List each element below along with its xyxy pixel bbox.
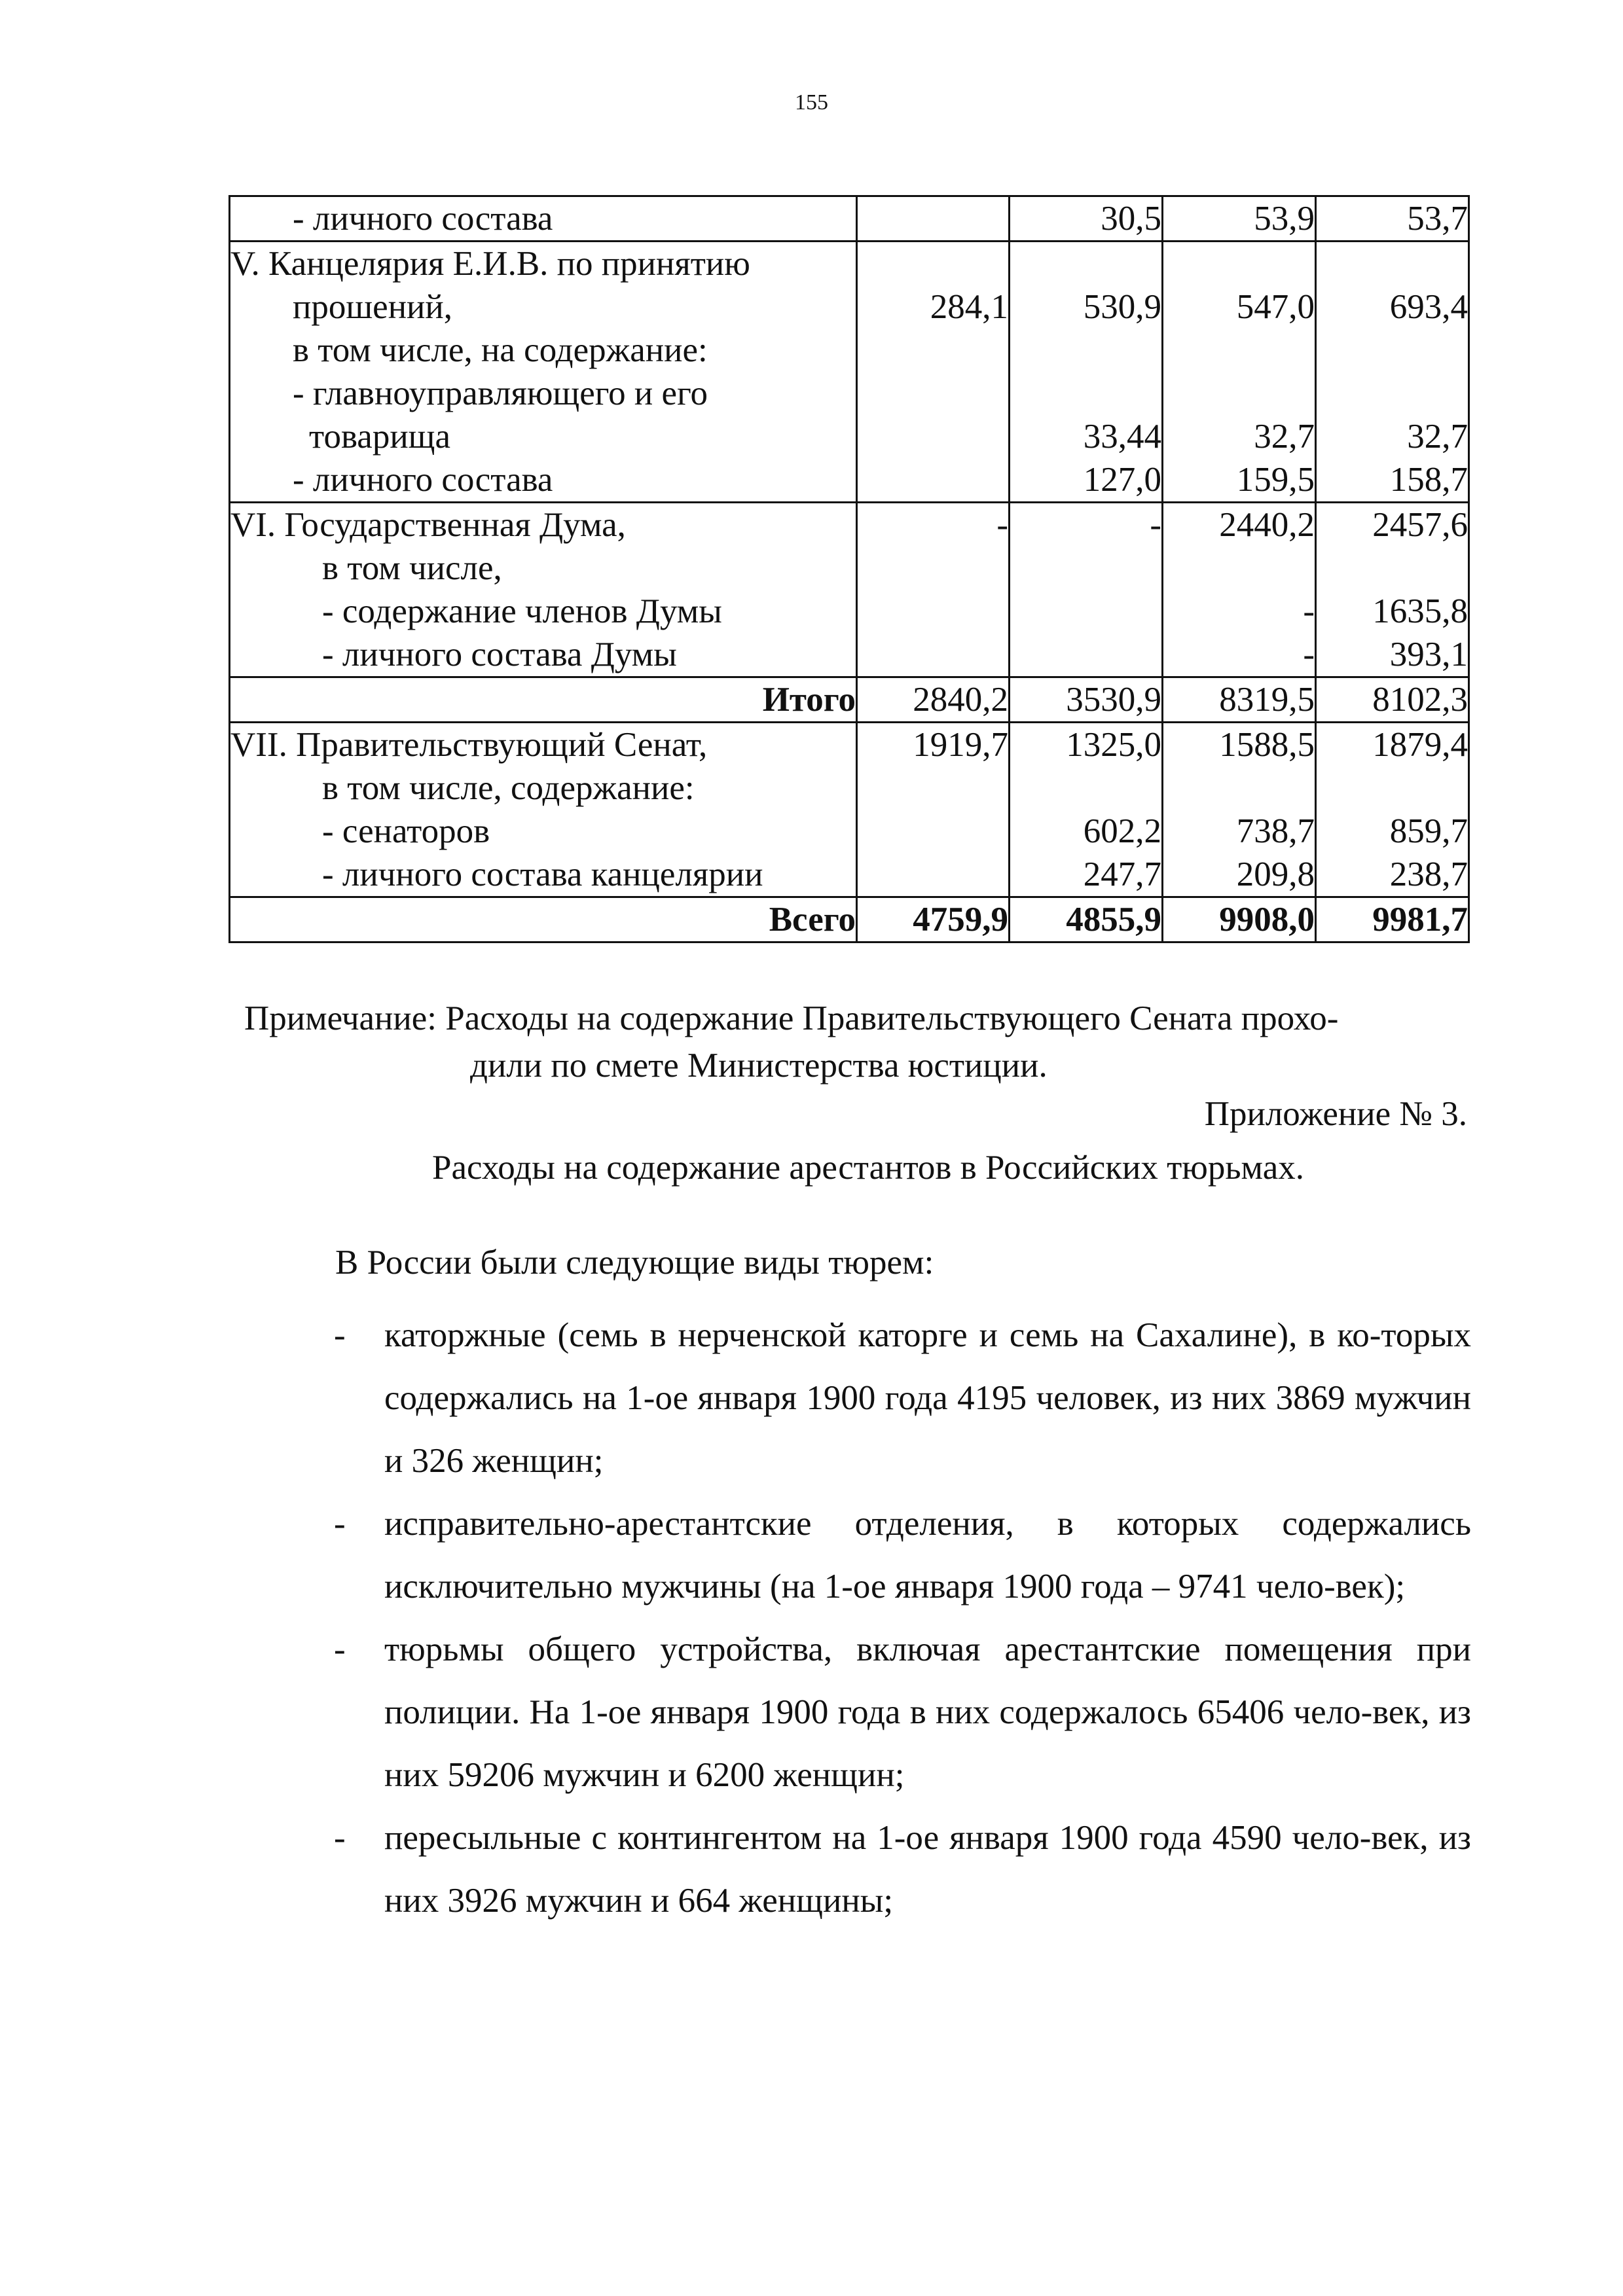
value: 127,0 bbox=[1083, 461, 1161, 499]
value bbox=[1010, 547, 1161, 590]
note-line-1: Примечание: Расходы на содержание Правительствующего Сената прохо- bbox=[244, 999, 1339, 1037]
table-row bbox=[230, 677, 1469, 723]
value bbox=[858, 590, 1008, 633]
value-cell bbox=[1010, 503, 1163, 677]
value: 32,7 bbox=[1407, 418, 1468, 456]
value-cell bbox=[1163, 897, 1316, 942]
list-item-text: тюрьмы общего устройства, включая арестантские помещения при полиции. На 1-ое января 1900 года в них содержалось 65406 чело-век, из них 59206 мужчин и 6200 женщин; bbox=[384, 1630, 1471, 1794]
value: 2457,6 bbox=[1372, 506, 1468, 544]
value bbox=[858, 197, 1008, 240]
list-item-text: каторжные (семь в нерченской каторге и семь на Сахалине), в ко-торых содержались на 1-ое января 1900 года 4195 человек, из них 3869 мужчин и 326 женщин; bbox=[384, 1316, 1471, 1480]
value: 247,7 bbox=[1083, 855, 1161, 893]
value: 53,7 bbox=[1407, 200, 1468, 238]
value: 33,44 bbox=[1083, 418, 1161, 456]
value: 8102,3 bbox=[1372, 681, 1468, 719]
row-label-line: - главноуправляющего и его bbox=[293, 374, 708, 412]
list-item bbox=[329, 1304, 1471, 1492]
bullet-dash: - bbox=[334, 1630, 346, 1668]
value bbox=[1010, 242, 1161, 285]
table-row bbox=[230, 723, 1469, 897]
value-cell bbox=[1010, 897, 1163, 942]
value: 30,5 bbox=[1101, 200, 1161, 238]
value bbox=[1163, 766, 1315, 810]
value-cell bbox=[1163, 196, 1316, 242]
value bbox=[858, 853, 1008, 896]
value: 530,9 bbox=[1083, 288, 1161, 326]
row-label-line: - личного состава bbox=[293, 200, 553, 238]
table-row bbox=[230, 503, 1469, 677]
value-cell bbox=[1010, 242, 1163, 503]
value bbox=[858, 415, 1008, 458]
row-label-line: - содержание членов Думы bbox=[322, 592, 722, 630]
intro-paragraph: В России были следующие виды тюрем: bbox=[335, 1244, 934, 1282]
value bbox=[1317, 547, 1468, 590]
value: 9981,7 bbox=[1372, 901, 1468, 939]
value bbox=[858, 242, 1008, 285]
row-label-line: - личного состава канцелярии bbox=[322, 855, 763, 893]
row-label-cell bbox=[230, 723, 857, 897]
value-cell bbox=[1316, 196, 1469, 242]
value bbox=[1163, 547, 1315, 590]
list-item bbox=[329, 1492, 1471, 1618]
value: 1879,4 bbox=[1372, 726, 1468, 764]
value bbox=[858, 372, 1008, 415]
value: 53,9 bbox=[1254, 200, 1315, 238]
value bbox=[858, 766, 1008, 810]
list-item-text: пересыльные с контингентом на 1-ое января 1900 года 4590 чело-век, из них 3926 мужчин и 664 женщины; bbox=[384, 1819, 1471, 1920]
value-cell bbox=[857, 242, 1010, 503]
list-item bbox=[329, 1618, 1471, 1806]
value bbox=[858, 547, 1008, 590]
row-label-line: - личного состава Думы bbox=[322, 636, 677, 673]
value-cell bbox=[1316, 677, 1469, 723]
value: 547,0 bbox=[1236, 288, 1315, 326]
appendix-number: Приложение № 3. bbox=[1204, 1095, 1467, 1133]
value-cell bbox=[1010, 677, 1163, 723]
value bbox=[1317, 766, 1468, 810]
value-cell bbox=[1316, 242, 1469, 503]
row-label-cell bbox=[230, 503, 857, 677]
value: 738,7 bbox=[1236, 812, 1315, 850]
value-cell bbox=[1163, 677, 1316, 723]
value: 8319,5 bbox=[1219, 681, 1315, 719]
table-row bbox=[230, 242, 1469, 503]
value-cell bbox=[1010, 723, 1163, 897]
value: 158,7 bbox=[1389, 461, 1468, 499]
value: 1919,7 bbox=[913, 726, 1008, 764]
value: 3530,9 bbox=[1066, 681, 1161, 719]
value-cell bbox=[1316, 503, 1469, 677]
row-label-line: V. Канцелярия Е.И.В. по принятию bbox=[230, 245, 750, 283]
value-cell bbox=[857, 196, 1010, 242]
budget-table bbox=[228, 195, 1470, 943]
table-row bbox=[230, 897, 1469, 942]
value-cell bbox=[1010, 196, 1163, 242]
value-cell bbox=[1316, 897, 1469, 942]
value: 284,1 bbox=[930, 288, 1008, 326]
value bbox=[1010, 329, 1161, 372]
bullet-dash: - bbox=[334, 1819, 346, 1857]
row-label-line: товарища bbox=[309, 418, 451, 456]
value bbox=[1010, 372, 1161, 415]
value: 693,4 bbox=[1389, 288, 1468, 326]
row-label-line: в том числе, bbox=[322, 549, 502, 587]
row-label-cell bbox=[230, 897, 857, 942]
value: 1325,0 bbox=[1066, 726, 1161, 764]
table-row bbox=[230, 196, 1469, 242]
value: - bbox=[1303, 592, 1315, 630]
row-label-line: - личного состава bbox=[293, 461, 553, 499]
value: 9908,0 bbox=[1219, 901, 1315, 939]
row-label-line: в том числе, содержание: bbox=[322, 769, 695, 807]
appendix-title: Расходы на содержание арестантов в Российских тюрьмах. bbox=[432, 1149, 1304, 1187]
value: 159,5 bbox=[1236, 461, 1315, 499]
value-cell bbox=[857, 677, 1010, 723]
value: 859,7 bbox=[1389, 812, 1468, 850]
value-cell bbox=[857, 897, 1010, 942]
value-cell bbox=[1163, 242, 1316, 503]
value bbox=[1163, 372, 1315, 415]
total-label: Итого bbox=[762, 681, 856, 719]
value: 209,8 bbox=[1236, 855, 1315, 893]
value bbox=[858, 810, 1008, 853]
value-cell bbox=[1163, 503, 1316, 677]
value-cell bbox=[1316, 723, 1469, 897]
value: 32,7 bbox=[1254, 418, 1315, 456]
value: 2840,2 bbox=[913, 681, 1008, 719]
page-number: 155 bbox=[795, 90, 828, 115]
value: 4855,9 bbox=[1066, 901, 1161, 939]
row-label-line: в том числе, на содержание: bbox=[293, 331, 708, 369]
value bbox=[858, 633, 1008, 676]
value bbox=[1163, 242, 1315, 285]
row-label-line: прошений, bbox=[293, 288, 453, 326]
value: 2440,2 bbox=[1219, 506, 1315, 544]
value bbox=[1317, 329, 1468, 372]
prison-types-list bbox=[329, 1304, 1471, 1932]
value-cell bbox=[857, 723, 1010, 897]
row-label-cell bbox=[230, 242, 857, 503]
value bbox=[1010, 590, 1161, 633]
value: 1588,5 bbox=[1219, 726, 1315, 764]
value bbox=[1163, 329, 1315, 372]
row-label-cell bbox=[230, 677, 857, 723]
value-cell bbox=[857, 503, 1010, 677]
value: - bbox=[1150, 506, 1161, 544]
value: 602,2 bbox=[1083, 812, 1161, 850]
bullet-dash: - bbox=[334, 1316, 346, 1354]
value bbox=[1010, 633, 1161, 676]
value: 4759,9 bbox=[913, 901, 1008, 939]
value bbox=[1317, 242, 1468, 285]
note bbox=[244, 995, 1468, 1089]
value bbox=[1010, 766, 1161, 810]
note-line-2: дили по смете Министерства юстиции. bbox=[470, 1047, 1048, 1085]
list-item-text: исправительно-арестантские отделения, в которых содержались исключительно мужчины (на 1-ое января 1900 года – 9741 чело-век); bbox=[384, 1505, 1471, 1605]
row-label-cell bbox=[230, 196, 857, 242]
value: - bbox=[996, 506, 1008, 544]
value: 238,7 bbox=[1389, 855, 1468, 893]
value: 1635,8 bbox=[1372, 592, 1468, 630]
value bbox=[858, 329, 1008, 372]
value bbox=[858, 458, 1008, 501]
value: 393,1 bbox=[1389, 636, 1468, 673]
row-label-line: VII. Правительствующий Сенат, bbox=[230, 726, 708, 764]
list-item bbox=[329, 1806, 1471, 1932]
total-label: Всего bbox=[769, 901, 856, 939]
bullet-dash: - bbox=[334, 1505, 346, 1543]
value bbox=[1317, 372, 1468, 415]
row-label-line: VI. Государственная Дума, bbox=[230, 506, 626, 544]
value: - bbox=[1303, 636, 1315, 673]
value-cell bbox=[1163, 723, 1316, 897]
row-label-line: - сенаторов bbox=[322, 812, 490, 850]
